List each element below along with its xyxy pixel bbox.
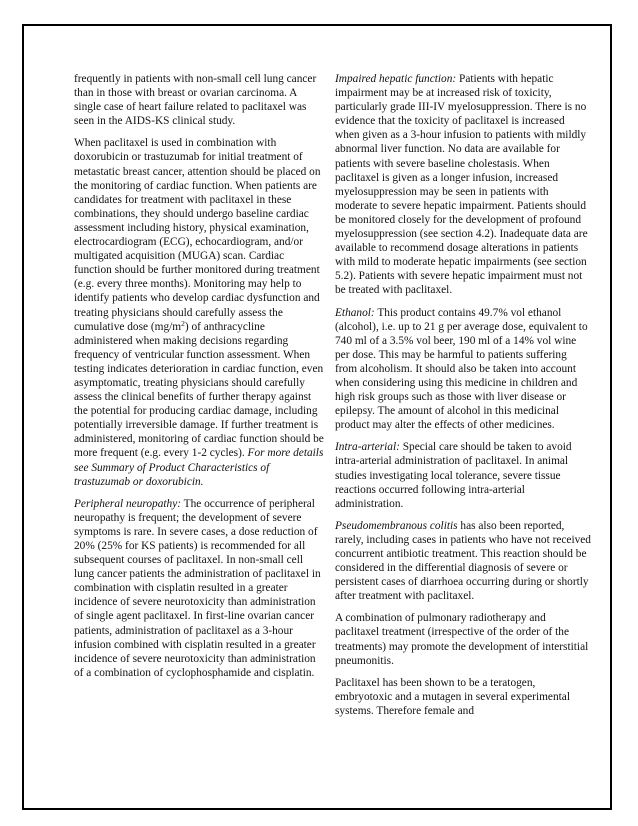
paragraph-teratogen: Paclitaxel has been shown to be a teratogen, embryotoxic and a mutagen in several experimental systems. Therefore female and [335,676,570,717]
paragraph-radiotherapy: A combination of pulmonary radiotherapy and paclitaxel treatment (irrespective of the order of the treatments) may promote the development of interstitial pneumonitis. [335,612,589,667]
colitis-heading: Pseudomembranous colitis [335,519,458,532]
paragraph-peripheral-neuropathy [74,497,324,680]
paragraph-hepatic-function [335,72,591,298]
paragraph-ethanol [335,306,591,433]
paragraph-cardiac-monitoring [74,136,324,488]
document-page [22,24,612,810]
paragraph-colitis [335,519,591,604]
cardiac-text-b: ) of anthracycline administered when making decisions regarding frequency of ventricular function assessment. When testing indicates deterioration in cardiac function, even asymptomatic, treating physicians should carefully assess the clinical benefits of further therapy against the potential for producing cardiac damage, including potentially irreversible damage. If further treatment is administered, monitoring of cardiac function should be more frequent (e.g. every 1-2 cycles). [74,320,324,460]
neuropathy-text: The occurrence of peripheral neuropathy is frequent; the development of severe symptoms is rare. In severe cases, a dose reduction of 20% (25% for KS patients) is recommended for all subsequent courses of paclitaxel. In non-small cell lung cancer patients the administration of paclitaxel in combination with cisplatin resulted in a greater incidence of severe neurotoxicity than administration of single agent paclitaxel. In first-line ovarian cancer patients, administration of paclitaxel as a 3-hour infusion combined with cisplatin resulted in a greater incidence of severe neurotoxicity than administration of a combination of cyclophosphamide and cisplatin. [74,497,321,679]
hepatic-heading: Impaired hepatic function: [335,73,457,85]
right-column [335,72,591,726]
hepatic-text: Patients with hepatic impairment may be at increased risk of toxicity, particularly grade III-IV myelosuppression. There is no evidence that the toxicity of paclitaxel is increased when given as a 3-hour infusion to patients with mildly abnormal liver function. No data are available for patients with severe baseline cholestasis. When paclitaxel is given as a longer infusion, increased myelosuppression may be seen in patients with moderate to severe hepatic impairment. Patients should be monitored closely for the development of profound myelosuppression (see section 4.2). Inadequate data are available to recommend dosage alterations in patients with mild to moderate hepatic impairments (see section 5.2). Patients with severe hepatic impairment must not be treated with paclitaxel. [335,73,588,297]
intra-arterial-heading: Intra-arterial: [335,441,400,454]
colitis-text: has also been reported, rarely, including cases in patients who have not received concurrent antibiotic treatment. This reaction should be considered in the differential diagnosis of severe or persistent cases of diarrhoea occurring during or shortly after treatment with paclitaxel. [335,519,591,603]
cardiac-reference: For more details see Summary of Product Characteristics of trastuzumab or doxorubicin. [74,447,324,488]
cardiac-text-a: When paclitaxel is used in combination with doxorubicin or trastuzumab for initial treatment of metastatic breast cancer, attention should be placed on the monitoring of cardiac function. When patients are candidates for treatment with paclitaxel in these combinations, they should undergo baseline cardiac assessment including history, physical examination, electrocardiogram (ECG), echocardiogram, and/or multigated acquisition (MUGA) scan. Cardiac function should be further monitored during treatment (e.g. every three months). Monitoring may help to identify patients who develop cardiac dysfunction and treating physicians should carefully assess the cumulative dose (mg/m [74,137,321,333]
superscript-2: 2 [181,318,185,328]
ethanol-text: This product contains 49.7% vol ethanol (alcohol), i.e. up to 21 g per average dose, equivalent to 740 ml of a 3.5% vol beer, 190 ml of a 14% vol wine per dose. This may be harmful to patients suffering from alcoholism. It should also be taken into account when considering using this medicine in children and high risk groups such as those with liver disease or epilepsy. The amount of alcohol in this medicinal product may alter the effects of other medicines. [335,306,588,432]
left-column [74,72,324,688]
paragraph-intra-arterial [335,440,591,510]
paragraph-heart-failure: frequently in patients with non-small cell lung cancer than in those with breast or ovarian carcinoma. A single case of heart failure related to paclitaxel was seen in the AIDS-KS clinical study. [74,73,317,128]
ethanol-heading: Ethanol: [335,306,375,319]
intra-arterial-text: Special care should be taken to avoid intra-arterial administration of paclitaxel. In animal studies investigating local tolerance, severe tissue reactions occurred following intra-arterial administration. [335,441,572,510]
neuropathy-heading: Peripheral neuropathy: [74,497,182,510]
